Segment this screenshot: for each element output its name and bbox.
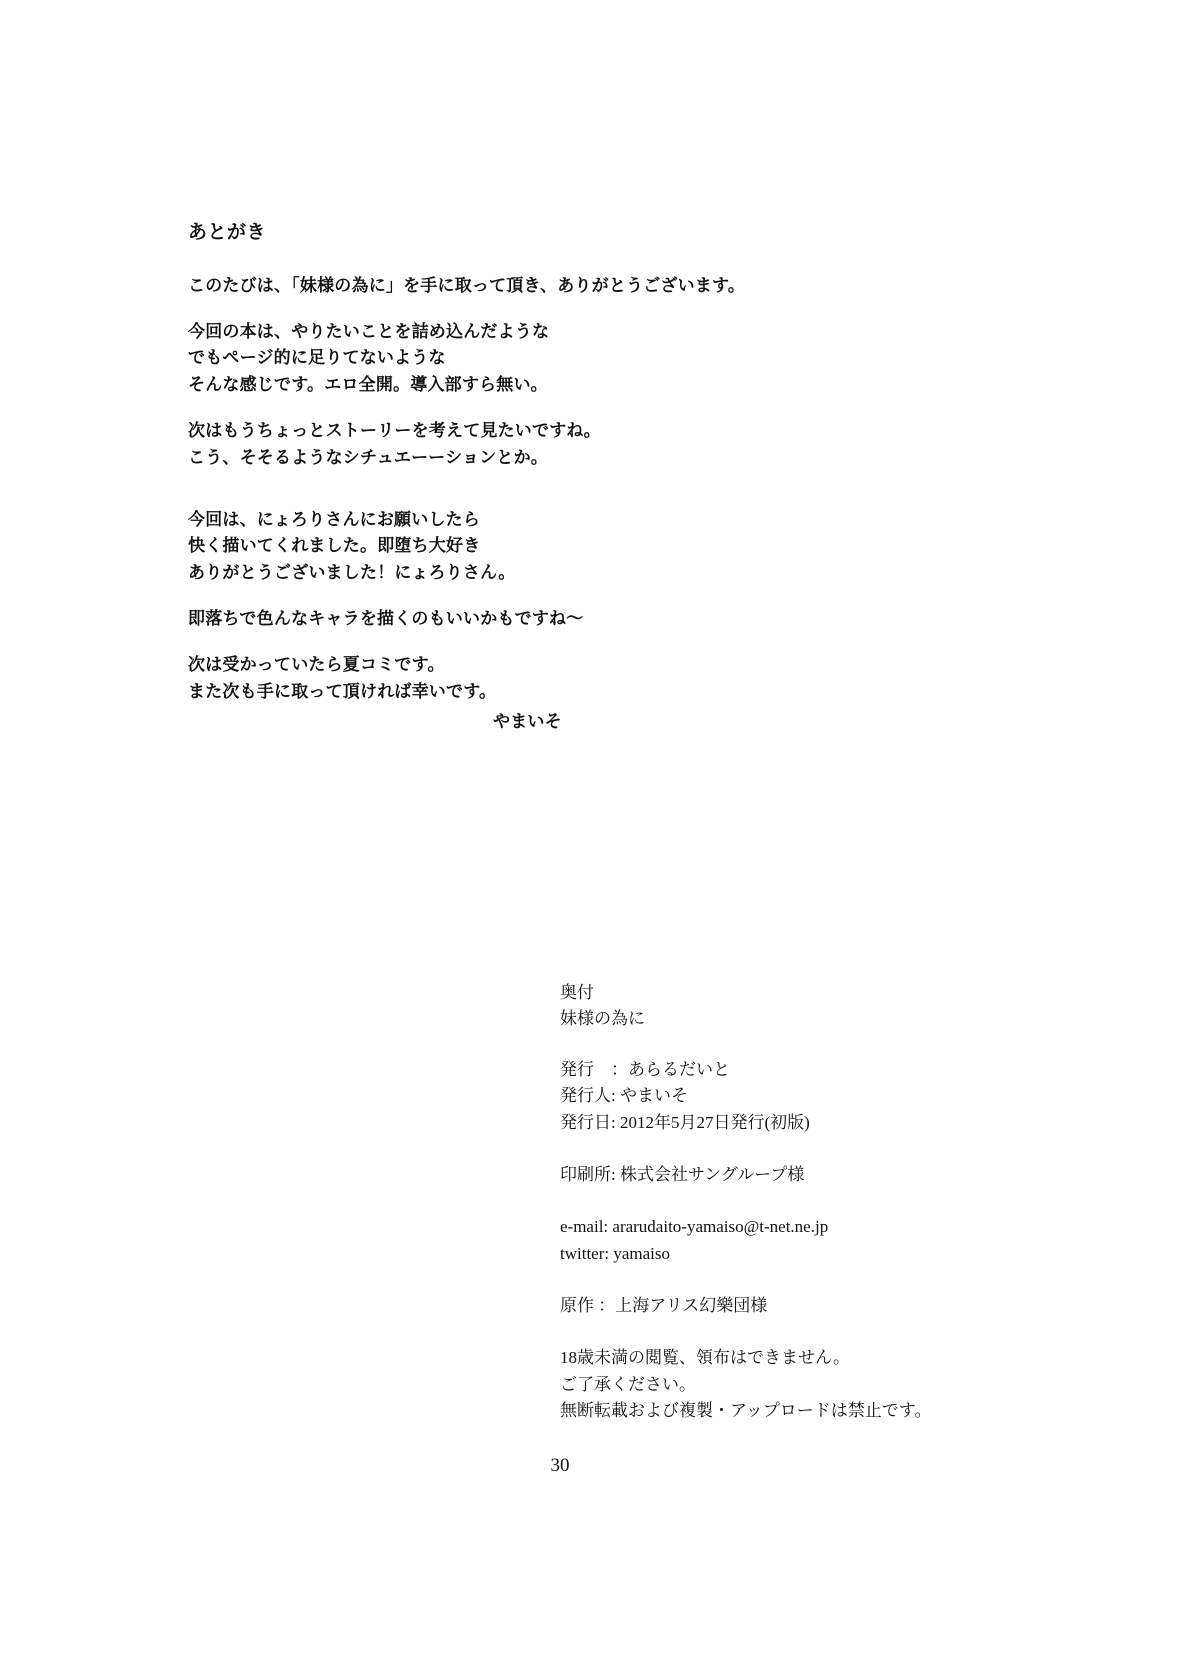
colophon-line: 印刷所: 株式会社サングループ様 [560, 1165, 805, 1185]
afterword-line: 即落ちで色んなキャラを描くのもいいかもですね〜 [188, 608, 584, 628]
afterword-line: こう、そそるようなシチュエーーションとか。 [188, 447, 549, 467]
afterword-line: そんな感じです。エロ全開。導入部すら無い。 [188, 374, 548, 394]
colophon-line: 原作 ：上海アリス幻樂団様 [560, 1296, 768, 1316]
colophon-twitter: twitter: yamaiso [560, 1243, 671, 1263]
colophon-line: 発行人: やまいそ [560, 1086, 688, 1106]
afterword-paragraph-5 [188, 606, 808, 632]
afterword-paragraph-3 [188, 418, 808, 471]
colophon-heading-line: 奥付 [560, 983, 594, 1002]
afterword-line: このたびは、「妹様の為に」を手に取って頂き、ありがとうございます。 [188, 275, 746, 295]
colophon-heading [560, 980, 1120, 1031]
afterword-line: 次はもうちょっとストーリーを考えて見たいですね。 [188, 421, 601, 441]
colophon-original-work [560, 1293, 1120, 1319]
afterword-signature: やまいそ [493, 711, 562, 731]
afterword-paragraph-6 [188, 652, 808, 705]
colophon-section [560, 980, 1120, 1424]
colophon-line: 発行日: 2012年5月27日発行(初版) [560, 1112, 810, 1132]
afterword-line: 次は受かっていたら夏コミです。 [188, 655, 445, 675]
colophon-printer-info [560, 1162, 1120, 1188]
colophon-line: 無断転載および複製・アップロードは禁止です。 [560, 1401, 932, 1421]
afterword-line: 今回の本は、やりたいことを詰め込んだような [188, 322, 550, 342]
afterword-line: また次も手に取って頂ければ幸いです。 [188, 681, 497, 701]
colophon-publication-info [560, 1057, 1120, 1136]
colophon-notice [560, 1345, 1120, 1424]
afterword-line: 快く描いてくれました。即堕ち大好き [188, 536, 481, 556]
afterword-title: あとがき [188, 222, 267, 243]
afterword-line: 今回は、にょろりさんにお願いしたら [188, 509, 481, 529]
page-number: 30 [550, 1455, 570, 1476]
colophon-line: ご了承ください。 [560, 1374, 696, 1394]
afterword-paragraph-4 [188, 507, 808, 586]
colophon-contact-info [560, 1214, 1120, 1267]
afterword-paragraph-1 [188, 273, 808, 299]
colophon-line: 18歳未満の閲覧、領布はできません。 [560, 1348, 851, 1368]
afterword-line: ありがとうございました！にょろりさん。 [188, 562, 516, 582]
afterword-section [188, 222, 808, 732]
colophon-line: 発行 ：あらるだいと [560, 1060, 730, 1079]
afterword-paragraph-2 [188, 319, 808, 398]
afterword-line: でもページ的に足りてないような [188, 348, 446, 368]
colophon-heading-line: 妹様の為に [560, 1008, 645, 1028]
colophon-email: e-mail: ararudaito-yamaiso@t-net.ne.jp [560, 1217, 829, 1237]
